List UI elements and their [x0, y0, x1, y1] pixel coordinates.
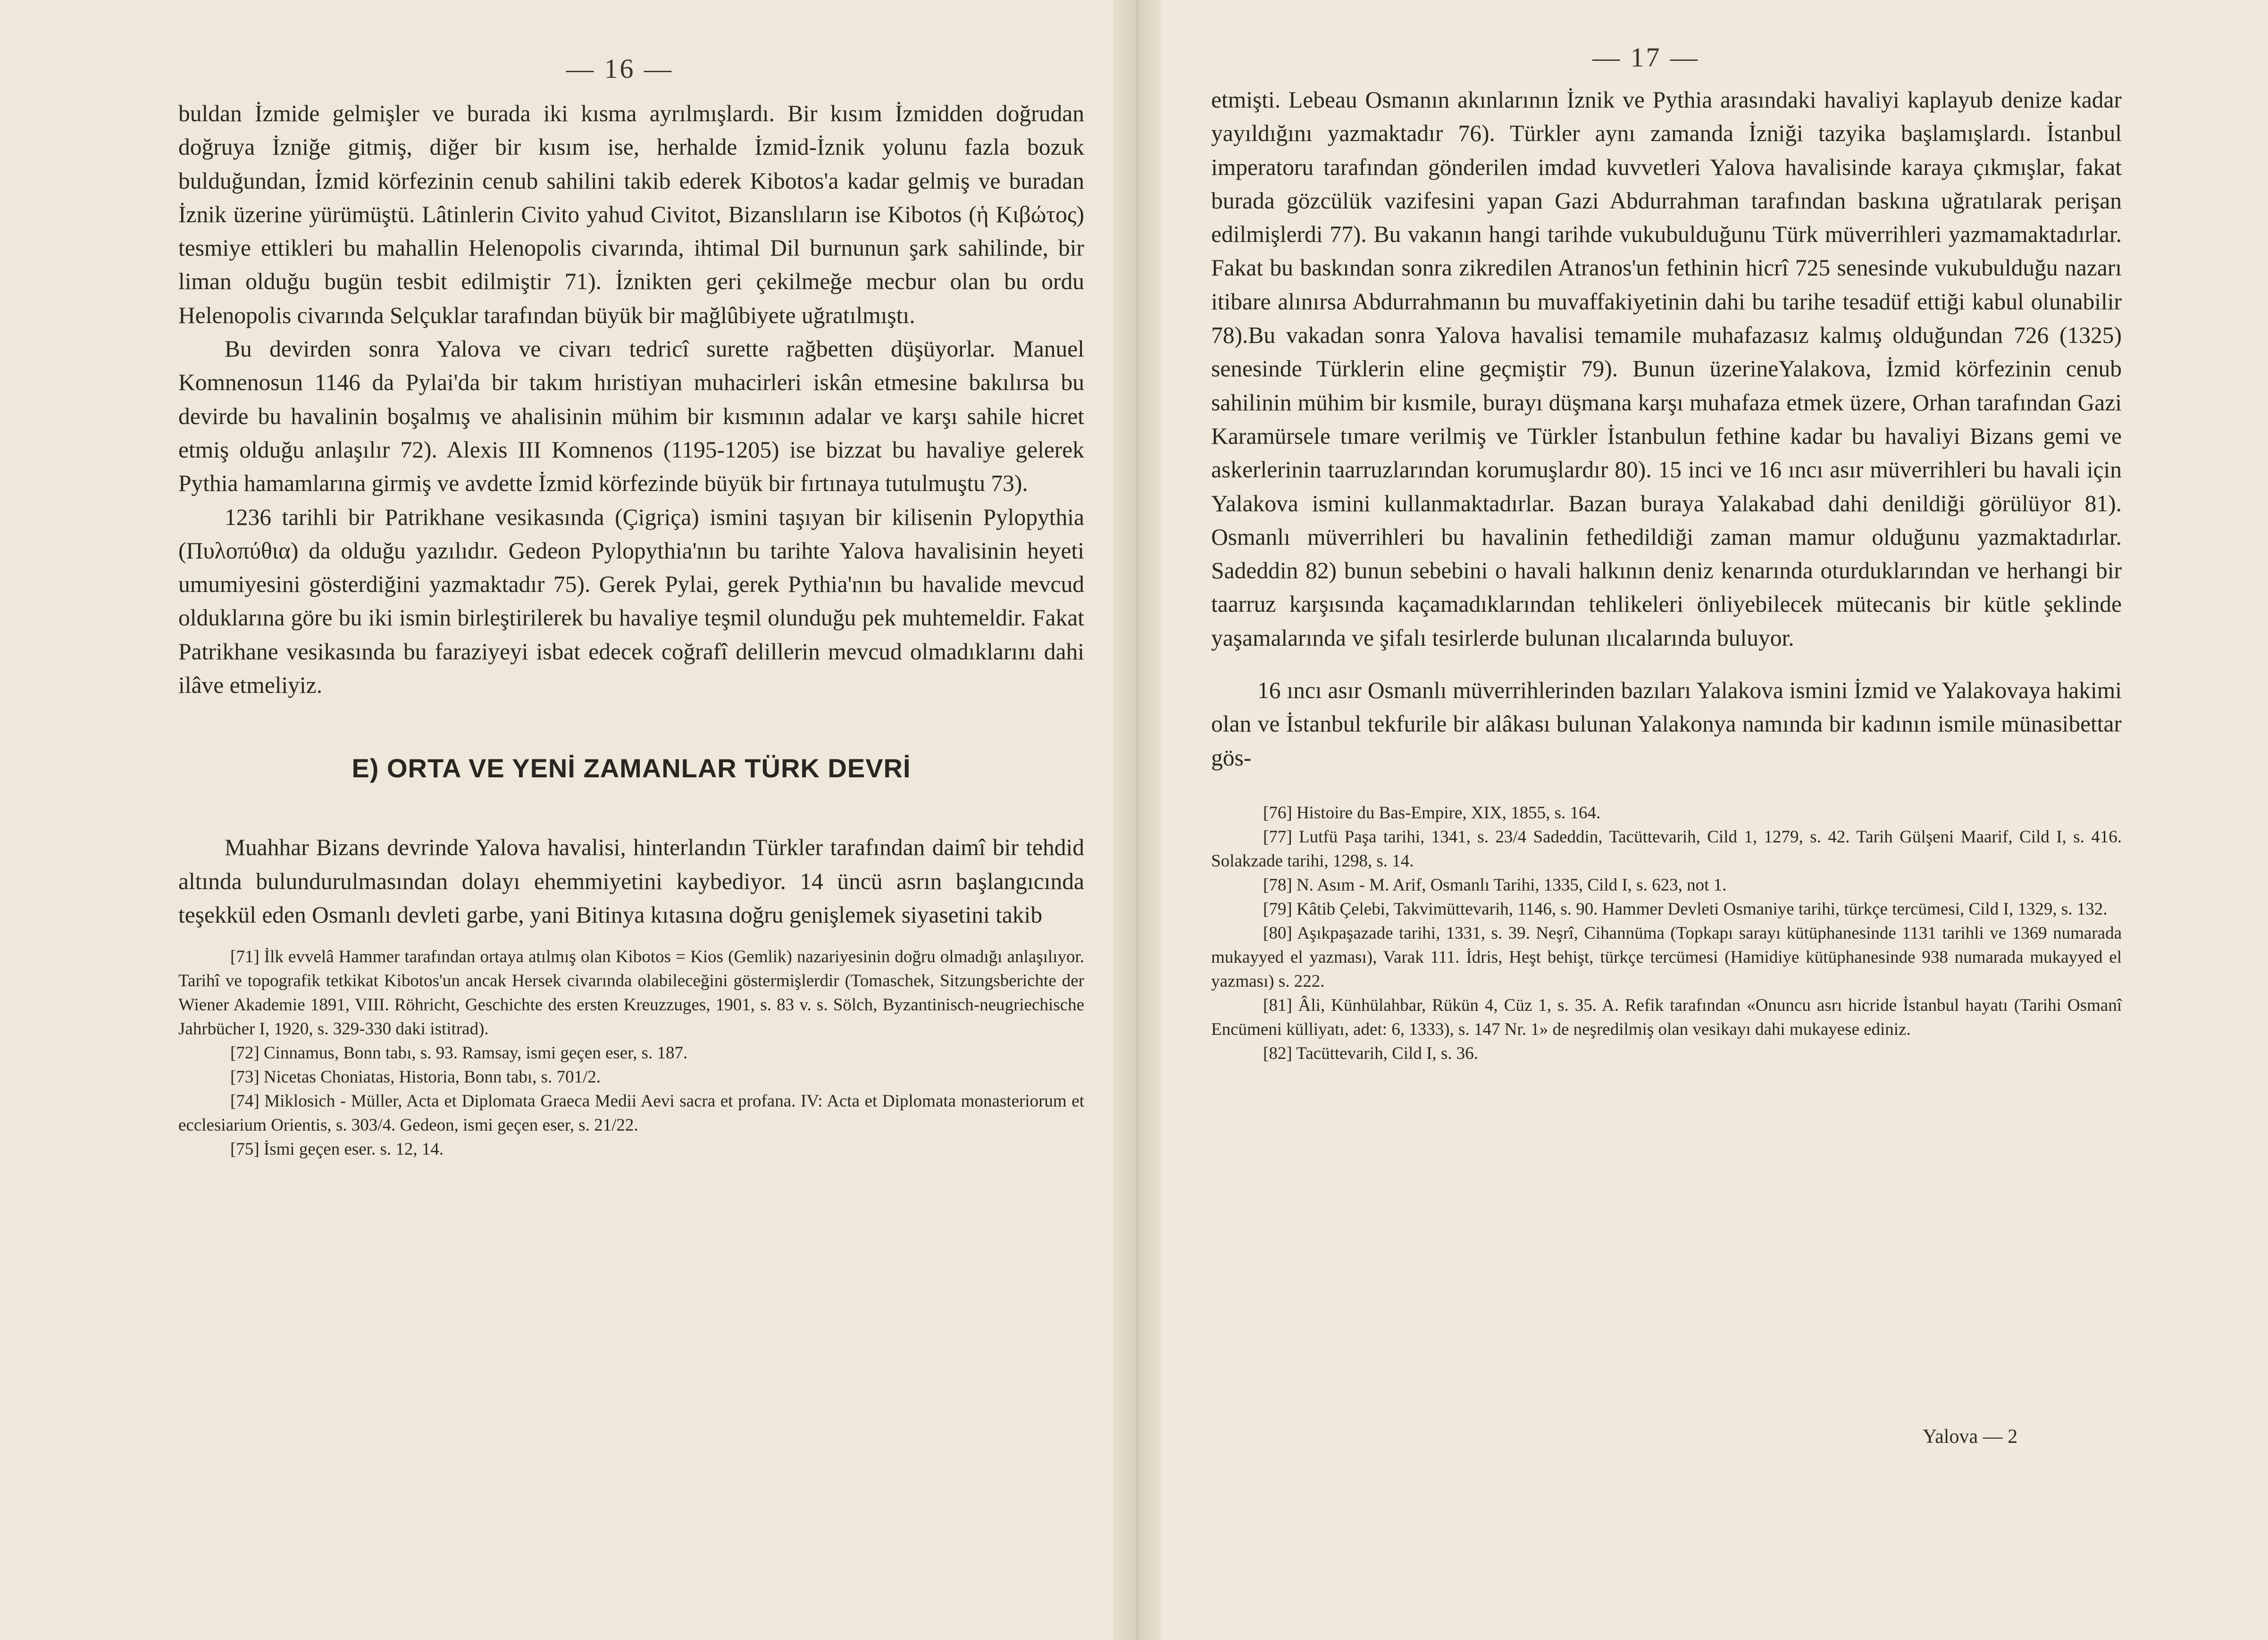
paragraph: 16 ıncı asır Osmanlı müverrihlerinden bazıları Yalakova ismini İzmid ve Yalakovaya hakimi olan ve İstanbul tekfurile bir alâkası bulunan Yalakonya namında bir kadının ismile münasibettar gös-	[1211, 677, 2122, 771]
footnotes	[1211, 801, 2122, 1066]
paragraph: etmişti. Lebeau Osmanın akınlarının İznik ve Pythia arasındaki havaliyi kaplayub denize kadar yayıldığını yazmaktadır 76). Türkler aynı zamanda İzniği tazyika başlamışlardı. İstanbul imperatoru tarafından gönderilen imdad kuvvetleri Yalova havalisinde karaya çıkmışlar, fakat burada gözcülük vazifesini yapan Gazi Abdurrahman tarafından baskına uğratılarak perişan edilmişlerdi 77). Bu vakanın hangi tarihde vukubulduğunu Türk müverrihleri yazmamaktadırlar. Fakat bu baskından sonra zikredilen Atranos'un fethinin hicrî 725 senesinde vukubulduğu nazarı itibare alınırsa Abdurrahmanın bu muvaffakiyetinin dahi bu tarihe tesadüf ettiği kabul olunabilir 78).Bu vakadan sonra Yalova havalisi temamile muhafazasız kalmış olduğundan 726 (1325) senesinde Türklerin eline geçmiştir 79). Bunun üzerineYalakova, İzmid körfezinin cenub sahilinin mühim bir kısmile, burayı düşmana karşı muhafaza etmek üzere, Orhan tarafından Gazi Karamürsele tımare verilmiş ve Türkler İstanbulun fethine kadar bu havaliyi Bizans gemi ve askerlerinin taarruzlarından korumuşlardır 80). 15 inci ve 16 ıncı asır müverrihleri bu havali için Yalakova ismini kullanmaktadırlar. Bazan buraya Yalakabad dahi denildiği görülüyor 81). Osmanlı müverrihleri bu havalinin fethedildiği zaman mamur olduğunu yazmaktadırlar. Sadeddin 82) bunun sebebini o havali halkının deniz kenarında oturduklarından ve herhangi bir taarruz karşısında kaçamadıklarından tehlikeleri önliyebilecek mütecanis bir kütle şeklinde yaşamalarında ve şifalı tesirlerde bulunan ılıcalarında buluyor.	[1211, 87, 2122, 651]
right-page	[1147, 0, 2268, 1640]
body-text	[1211, 83, 2122, 774]
left-column	[178, 97, 1084, 1161]
footnote: [78] N. Asım - M. Arif, Osmanlı Tarihi, 1335, Cild I, s. 623, not 1.	[1263, 875, 1727, 895]
footnotes	[178, 945, 1084, 1161]
footnote: [76] Histoire du Bas-Empire, XIX, 1855, s. 164.	[1263, 803, 1601, 823]
paragraph: 1236 tarihli bir Patrikhane vesikasında (Çigriça) ismini taşıyan bir kilisenin Pylopythia (Πυλοπύθια) da olduğu yazılıdır. Gedeon Pylopythia'nın bu tarihte Yalova havalisinin heyeti umumiyesini gösterdiğini yazmaktadır 75). Gerek Pylai, gerek Pythia'nın bu havalide mevcud olduklarına göre bu iki ismin birleştirilerek bu havaliye teşmil olunduğu pek muhtemeldir. Fakat Patrikhane vesikasında bu faraziyeyi isbat edecek coğrafî delillerin mevcud olmadıklarını dahi ilâve etmeliyiz.	[178, 504, 1084, 699]
paragraph: buldan İzmide gelmişler ve burada iki kısma ayrılmışlardı. Bir kısım İzmidden doğrudan doğruya İzniğe gitmiş, diğer bir kısım ise, herhalde İzmid-İznik yolunu fazla bozuk bulduğundan, İzmid körfezinin cenub sahilini takib ederek Kibotos'a kadar gelmiş ve buradan İznik üzerine yürümüştü. Lâtinlerin Civito yahud Civitot, Bizanslıların ise Kibotos (ἡ Κιβώτος) tesmiye ettikleri bu mahallin Helenopolis civarında, ihtimal Dil burnunun şark sahilinde, bir liman olduğu bugün tesbit edilmiştir 71). İznikten geri çekilmeğe mecbur olan bu ordu Helenopolis civarında Selçuklar tarafından büyük bir mağlûbiyete uğratılmıştı.	[178, 100, 1084, 328]
footnote: [77] Lutfü Paşa tarihi, 1341, s. 23/4 Sadeddin, Tacüttevarih, Cild 1, 1279, s. 42. Tarih Gülşeni Maarif, Cild I, s. 416. Solakzade tarihi, 1298, s. 14.	[1211, 827, 2122, 871]
section-heading: E) ORTA VE YENİ ZAMANLAR TÜRK DEVRİ	[351, 753, 911, 783]
footnote: [74] Miklosich - Müller, Acta et Diplomata Graeca Medii Aevi sacra et profana. IV: Acta et Diplomata monasteriorum et ecclesiarium Orientis, s. 303/4. Gedeon, ismi geçen eser, s. 21/22.	[178, 1091, 1084, 1135]
right-column	[1211, 83, 2122, 1066]
left-page	[0, 0, 1128, 1640]
paragraph: Bu devirden sonra Yalova ve civarı tedricî surette rağbetten düşüyorlar. Manuel Komnenosun 1146 da Pylai'da bir takım hıristiyan muhacirleri iskân etmesine bakılırsa bu devirde bu havalinin boşalmış ve ahalisinin mühim bir kısmının adalar ve karşı sahile hicret etmiş olduğu anlaşılır 72). Alexis III Komnenos (1195-1205) ise bizzat bu havaliye gelerek Pythia hamamlarına girmiş ve avdette İzmid körfezinde büyük bir fırtınaya tutulmuştu 73).	[178, 336, 1084, 497]
footnote: [81] Âli, Künhülahbar, Rükün 4, Cüz 1, s. 35. A. Refik tarafından «Onuncu asrı hicride İstanbul hayatı (Tarihi Osmanî Encümeni külliyatı, adet: 6, 1333), s. 147 Nr. 1» de neşredilmiş olan vesikayı dahi mukayese ediniz.	[1211, 995, 2122, 1039]
footnote: [79] Kâtib Çelebi, Takvimüttevarih, 1146, s. 90. Hammer Devleti Osmaniye tarihi, türkçe tercümesi, Cild I, 1329, s. 132.	[1263, 899, 2108, 919]
footnote: [82] Tacüttevarih, Cild I, s. 36.	[1263, 1043, 1479, 1063]
page-number: — 17 —	[1592, 42, 1699, 73]
body-text	[178, 831, 1084, 932]
body-text	[178, 97, 1084, 702]
page-footer: Yalova — 2	[1923, 1426, 2018, 1448]
footnote: [73] Nicetas Choniatas, Historia, Bonn tabı, s. 701/2.	[230, 1067, 601, 1087]
footnote: [80] Aşıkpaşazade tarihi, 1331, s. 39. Neşrî, Cihannüma (Topkapı sarayı kütüphanesinde 1131 tarihli ve 1369 numarada mukayyed el yazması), Varak 111. İdris, Heşt behişt, türkçe tercümesi (Hamidiye kütüphanesinde 938 numarada mukayyed el yazması) s. 222.	[1211, 923, 2122, 991]
page-number: — 16 —	[566, 53, 673, 84]
book-gutter	[1113, 0, 1161, 1640]
paragraph: Muahhar Bizans devrinde Yalova havalisi, hinterlandın Türkler tarafından daimî bir tehdid altında bulundurulmasından dolayı ehemmiyetini kaybediyor. 14 üncü asrın başlangıcında teşekkül eden Osmanlı devleti garbe, yani Bitinya kıtasına doğru genişlemek siyasetini takib	[178, 834, 1084, 928]
footnote: [75] İsmi geçen eser. s. 12, 14.	[230, 1140, 444, 1159]
footnote: [71] İlk evvelâ Hammer tarafından ortaya atılmış olan Kibotos = Kios (Gemlik) nazariyesinin doğru olmadığı anlaşılıyor. Tarihî ve topografik tetkikat Kibotos'un ancak Hersek civarında olabileceğini göstermişlerdir (Tomaschek, Sitzungsberichte der Wiener Akademie 1891, VIII. Röhricht, Geschichte des ersten Kreuzzuges, 1901, s. 83 v. s. Sölch, Byzantinisch-neugriechische Jahrbücher I, 1920, s. 329-330 daki istitrad).	[178, 947, 1084, 1039]
footnote: [72] Cinnamus, Bonn tabı, s. 93. Ramsay, ismi geçen eser, s. 187.	[230, 1043, 688, 1063]
